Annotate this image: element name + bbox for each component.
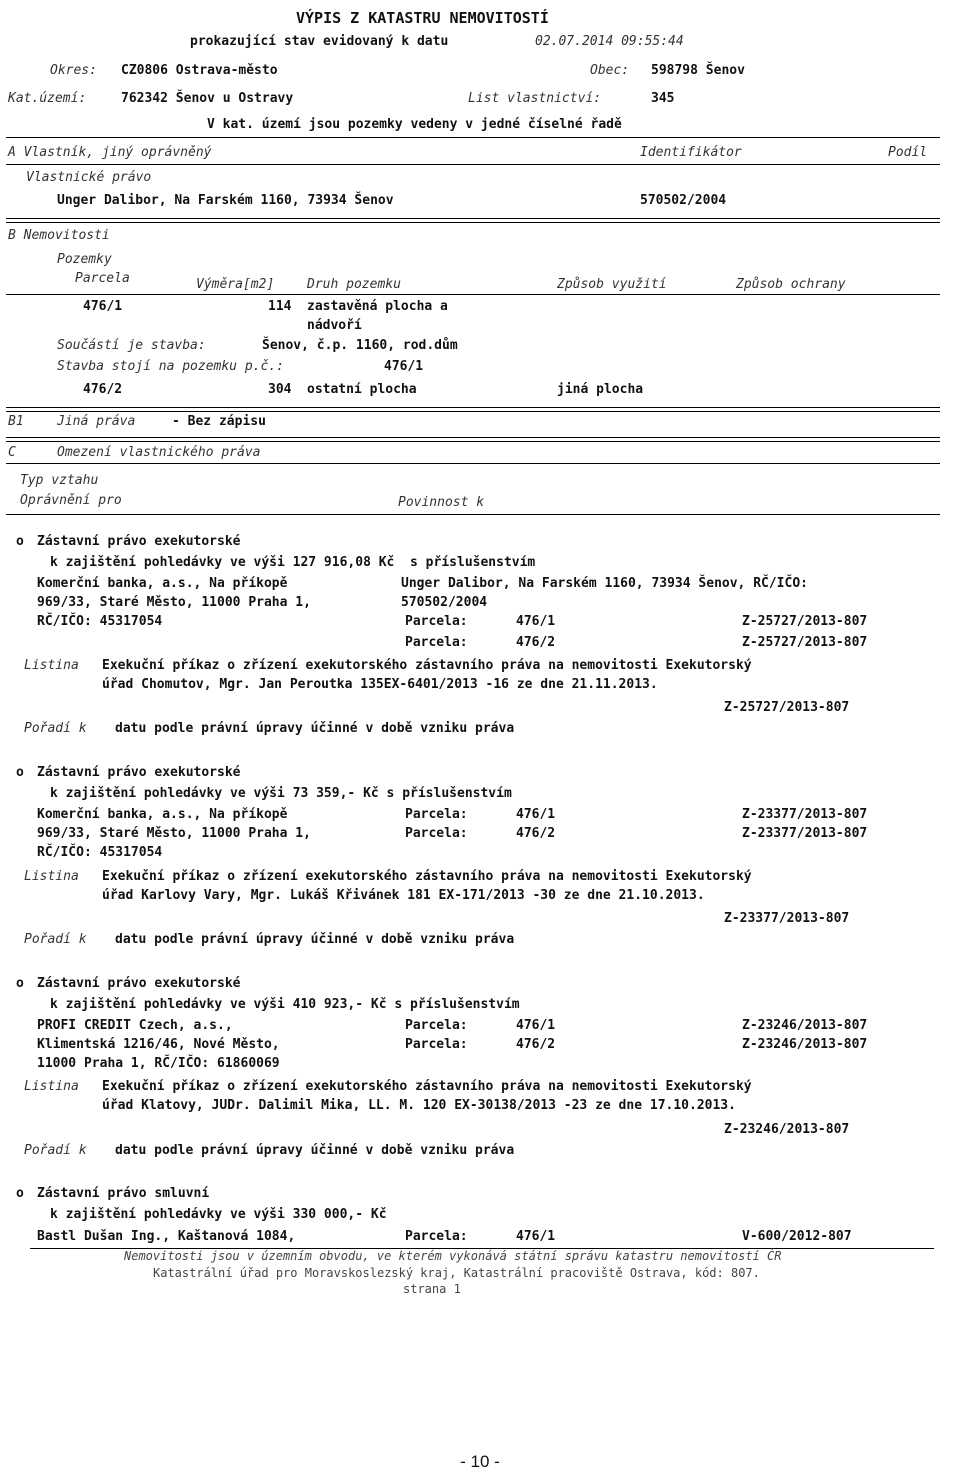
entry-2-creditor: Komerční banka, a.s., Na příkopě xyxy=(37,807,288,822)
parcel-ref: 476/2 xyxy=(516,635,556,650)
parcela-label: Parcela: xyxy=(405,614,468,629)
entry-2-claim: k zajištění pohledávky ve výši 73 359,- Kč s příslušenstvím xyxy=(50,786,512,801)
record-number: Z-23377/2013-807 xyxy=(724,911,850,926)
section-c-heading: Omezení vlastnického práva xyxy=(57,445,261,460)
subtitle: prokazující stav evidovaný k datu xyxy=(190,34,449,49)
entry-3-listina: Exekuční příkaz o zřízení exekutorského zástavního práva na nemovitosti Exekutorský xyxy=(102,1079,752,1094)
entry-2-creditor-id: RČ/IČO: 45317054 xyxy=(37,845,163,860)
divider xyxy=(6,164,940,165)
double-divider xyxy=(6,218,940,223)
footer-note: Nemovitosti jsou v územním obvodu, ve kterém vykonává státní správu katastru nemovitostí ČR xyxy=(124,1249,782,1263)
entry-1-debtor-id: 570502/2004 xyxy=(401,595,488,610)
entry-1-listina: Exekuční příkaz o zřízení exekutorského zástavního práva na nemovitosti Exekutorský xyxy=(102,658,752,673)
section-a-heading: A Vlastník, jiný oprávněný xyxy=(8,145,212,160)
parcel-ref: 476/1 xyxy=(516,614,556,629)
parcel-ref: 476/2 xyxy=(516,826,556,841)
entry-3-title: Zástavní právo exekutorské xyxy=(37,976,241,991)
parcel-2-area: 304 xyxy=(268,382,292,397)
col-ochrany: Způsob ochrany xyxy=(736,277,846,292)
parcel-1-number: 476/1 xyxy=(83,299,123,314)
col-identifikator: Identifikátor xyxy=(640,145,742,160)
parcel-ref: 476/2 xyxy=(516,1037,556,1052)
entry-2-title: Zástavní právo exekutorské xyxy=(37,765,241,780)
entry-3-listina-cont: úřad Klatovy, JUDr. Dalimil Mika, LL. M. 120 EX-30138/2013 -23 ze dne 17.10.2013. xyxy=(102,1098,736,1113)
vlastnicke-pravo-label: Vlastnické právo xyxy=(26,170,152,185)
soucasti-value: Šenov, č.p. 1160, rod.dům xyxy=(262,338,458,353)
footer-page: strana 1 xyxy=(403,1282,461,1296)
entry-1-creditor-id: RČ/IČO: 45317054 xyxy=(37,614,163,629)
document-title: VÝPIS Z KATASTRU NEMOVITOSTÍ xyxy=(296,9,549,27)
katuzemi-value: 762342 Šenov u Ostravy xyxy=(121,91,294,106)
col-opravneni: Oprávnění pro xyxy=(20,493,122,508)
entry-bullet: o xyxy=(16,1186,24,1201)
entry-1-debtor: Unger Dalibor, Na Farském 1160, 73934 Šenov, RČ/IČO: xyxy=(401,576,808,591)
record-number: Z-25727/2013-807 xyxy=(742,614,868,629)
stavba-value: 476/1 xyxy=(384,359,424,374)
record-number: Z-25727/2013-807 xyxy=(724,700,850,715)
listina-label: Listina xyxy=(24,1079,79,1094)
parcel-1-type-cont: nádvoří xyxy=(307,318,362,333)
soucasti-label: Součástí je stavba: xyxy=(57,338,206,353)
record-number: Z-23246/2013-807 xyxy=(742,1018,868,1033)
obec-value: 598798 Šenov xyxy=(651,63,745,78)
parcel-1-area: 114 xyxy=(268,299,292,314)
lv-value: 345 xyxy=(651,91,675,106)
entry-3-creditor-id: 11000 Praha 1, RČ/IČO: 61860069 xyxy=(37,1056,280,1071)
parcel-ref: 476/1 xyxy=(516,1229,556,1244)
obec-label: Obec: xyxy=(590,63,630,78)
divider xyxy=(6,294,940,295)
listina-label: Listina xyxy=(24,658,79,673)
entry-4-creditor: Bastl Dušan Ing., Kaštanová 1084, xyxy=(37,1229,296,1244)
parcel-2-number: 476/2 xyxy=(83,382,123,397)
entry-1-title: Zástavní právo exekutorské xyxy=(37,534,241,549)
entry-1-listina-cont: úřad Chomutov, Mgr. Jan Peroutka 135EX-6401/2013 -16 ze dne 21.11.2013. xyxy=(102,677,658,692)
owner-name: Unger Dalibor, Na Farském 1160, 73934 Šenov xyxy=(57,193,394,208)
parcel-2-use: jiná plocha xyxy=(557,382,644,397)
double-divider xyxy=(6,407,940,412)
record-number: Z-23246/2013-807 xyxy=(742,1037,868,1052)
entry-3-claim: k zajištění pohledávky ve výši 410 923,- Kč s příslušenstvím xyxy=(50,997,520,1012)
extract-datetime: 02.07.2014 09:55:44 xyxy=(535,34,684,49)
parcela-label: Parcela: xyxy=(405,1018,468,1033)
entry-bullet: o xyxy=(16,976,24,991)
col-typ-vztahu: Typ vztahu xyxy=(20,473,99,488)
entry-1-poradi: datu podle právní úpravy účinné v době vzniku práva xyxy=(115,721,515,736)
parcela-label: Parcela: xyxy=(405,635,468,650)
footer-office: Katastrální úřad pro Moravskoslezský kraj, Katastrální pracoviště Ostrava, kód: 807. xyxy=(153,1266,760,1280)
poradi-label: Pořadí k xyxy=(24,932,87,947)
lv-label: List vlastnictví: xyxy=(468,91,602,106)
entry-4-claim: k zajištění pohledávky ve výši 330 000,- Kč xyxy=(50,1207,387,1222)
okres-value: CZ0806 Ostrava-město xyxy=(121,63,278,78)
divider xyxy=(6,463,940,464)
entry-4-title: Zástavní právo smluvní xyxy=(37,1186,210,1201)
entry-2-creditor-address: 969/33, Staré Město, 11000 Praha 1, xyxy=(37,826,311,841)
listina-label: Listina xyxy=(24,869,79,884)
page-number: - 10 - xyxy=(460,1452,500,1471)
col-parcela: Parcela xyxy=(75,271,130,286)
entry-bullet: o xyxy=(16,534,24,549)
parcel-ref: 476/1 xyxy=(516,807,556,822)
section-c-label: C xyxy=(8,445,16,460)
parcela-label: Parcela: xyxy=(405,1037,468,1052)
record-number: Z-23377/2013-807 xyxy=(742,807,868,822)
stavba-label: Stavba stojí na pozemku p.č.: xyxy=(57,359,284,374)
parcel-1-type: zastavěná plocha a xyxy=(307,299,448,314)
entry-2-listina-cont: úřad Karlovy Vary, Mgr. Lukáš Křivánek 181 EX-171/2013 -30 ze dne 21.10.2013. xyxy=(102,888,705,903)
poradi-label: Pořadí k xyxy=(24,721,87,736)
entry-3-creditor: PROFI CREDIT Czech, a.s., xyxy=(37,1018,233,1033)
section-b1-value: - Bez zápisu xyxy=(172,414,266,429)
divider xyxy=(6,514,940,515)
parcel-2-type: ostatní plocha xyxy=(307,382,417,397)
entry-3-creditor-address: Klimentská 1216/46, Nové Město, xyxy=(37,1037,280,1052)
parcela-label: Parcela: xyxy=(405,1229,468,1244)
entry-1-creditor-address: 969/33, Staré Město, 11000 Praha 1, xyxy=(37,595,311,610)
entry-1-claim: k zajištění pohledávky ve výši 127 916,08 Kč s příslušenstvím xyxy=(50,555,536,570)
divider xyxy=(6,137,940,138)
col-podil: Podíl xyxy=(888,145,928,160)
section-b1-label: B1 xyxy=(8,414,24,429)
owner-id: 570502/2004 xyxy=(640,193,727,208)
parcela-label: Parcela: xyxy=(405,807,468,822)
cadastre-note: V kat. území jsou pozemky vedeny v jedné číselné řadě xyxy=(207,117,622,132)
col-vymera: Výměra[m2] xyxy=(196,277,275,292)
entry-2-poradi: datu podle právní úpravy účinné v době vzniku práva xyxy=(115,932,515,947)
pozemky-label: Pozemky xyxy=(57,252,112,267)
record-number: V-600/2012-807 xyxy=(742,1229,852,1244)
entry-1-creditor: Komerční banka, a.s., Na příkopě xyxy=(37,576,288,591)
col-druh: Druh pozemku xyxy=(307,277,401,292)
col-povinnost: Povinnost k xyxy=(398,495,485,510)
col-vyuziti: Způsob využití xyxy=(557,277,667,292)
katuzemi-label: Kat.území: xyxy=(8,91,87,106)
okres-label: Okres: xyxy=(50,63,97,78)
parcel-ref: 476/1 xyxy=(516,1018,556,1033)
entry-bullet: o xyxy=(16,765,24,780)
poradi-label: Pořadí k xyxy=(24,1143,87,1158)
entry-2-listina: Exekuční příkaz o zřízení exekutorského zástavního práva na nemovitosti Exekutorský xyxy=(102,869,752,884)
double-divider xyxy=(6,437,940,442)
section-b1-heading: Jiná práva xyxy=(57,414,136,429)
record-number: Z-23377/2013-807 xyxy=(742,826,868,841)
parcela-label: Parcela: xyxy=(405,826,468,841)
record-number: Z-25727/2013-807 xyxy=(742,635,868,650)
entry-3-poradi: datu podle právní úpravy účinné v době vzniku práva xyxy=(115,1143,515,1158)
section-b-heading: B Nemovitosti xyxy=(8,228,110,243)
record-number: Z-23246/2013-807 xyxy=(724,1122,850,1137)
